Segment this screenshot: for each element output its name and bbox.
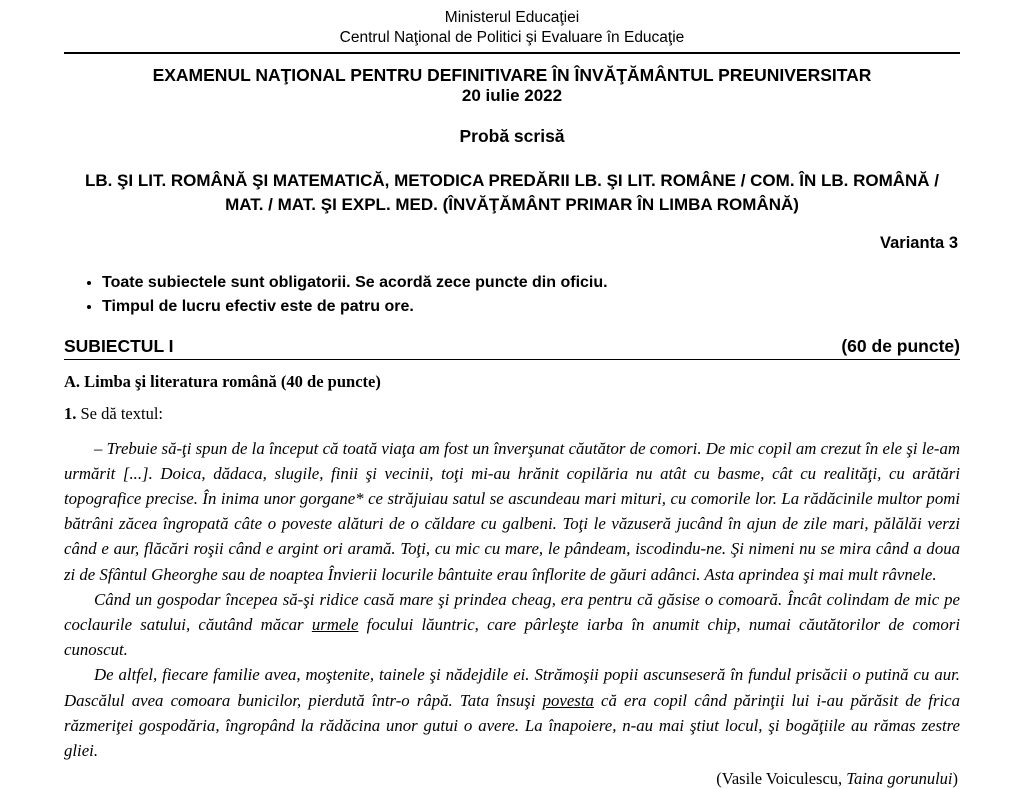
- center-name: Centrul Naţional de Politici şi Evaluare în Educaţie: [339, 28, 685, 46]
- exam-discipline: LB. ŞI LIT. ROMÂNĂ ŞI MATEMATICĂ, METODICA PREDĂRII LB. ŞI LIT. ROMÂNE / COM. ÎN LB. ROMÂNĂ / MAT. / MAT. ŞI EXPL. MED. (ÎNVĂŢĂMÂNT PRIMAR ÎN LIMBA ROMÂNĂ): [84, 171, 940, 214]
- quote-attribution: [64, 769, 958, 789]
- attribution-close: ): [952, 769, 958, 789]
- quote-paragraph-1: [64, 436, 960, 587]
- quote-paragraph-3-part-a: De altfel, fiecare familie avea, moştenite, tainele şi nădejdile ei. Strămoşii popii ascunseseră în fundul prisăcii o putină cu aur. Dascălul avea comoara bunicilor, pierdută într-o râpă. Tata însuşi: [64, 665, 960, 710]
- quote-paragraph-2-part-b: focului lăuntric, care pârleşte iarba în anumit chip, numai căutătorilor de comori cunoscut.: [64, 615, 960, 660]
- item-1-line: [64, 404, 960, 424]
- item-text: Se dă textul:: [80, 403, 163, 423]
- instructions-list: [64, 271, 960, 317]
- quote-paragraph-3-part-b: că era copil când părinţii lui i-au părăsit de frica răzmeriţei gospodăria, îngropând la rădăcina unor gutui o avere. La înapoiere, n-au mai ştiut locul, şi bogăţiile au rămas zestre gliei.: [64, 690, 960, 760]
- subject-heading: [64, 336, 960, 357]
- exam-type: Probă scrisă: [459, 126, 565, 147]
- quote-paragraph-3-underlined: povesta: [542, 690, 594, 710]
- list-item: • Toate subiectele sunt obligatorii. Se acordă zece puncte din oficiu.: [102, 271, 960, 294]
- quote-paragraph-1-text: Trebuie să-ţi spun de la început că toată viaţa am fost un înverşunat căutător de comori. De mic copil am crezut în ele şi le-am urmărit [...]. Doica, dădaca, slugile, finii şi vecinii, toţi mi-au hrănit copilăria nu atât cu basme, cât cu realităţi, cu arătări topografice precise. În inima unor gorgane* ce străjuiau satul se ascundeau mari mituri, cu comorile lor. La rădăcinile multor pomi bătrâni zăcea îngropată câte o poveste alături de o căldare cu galbeni. Toţi le văzuseră jucând în ajun de zile mari, pălălăi verzi când e aur, flăcări roşii când e argint ori aramă. Toţi, cu mic cu mare, le pândeam, iscodindu-ne. Şi nimeni nu se mira când a doua zi de Sfântul Gheorghe sau de noaptea Învierii locurile bântuite erau înflorite de găuri adânci. Asta aprindea şi mai mult râvnele.: [64, 438, 960, 584]
- dialogue-dash: –: [94, 438, 103, 458]
- list-item: • Timpul de lucru efectiv este de patru ore.: [102, 295, 960, 318]
- quote-paragraph-2-underlined: urmele: [311, 615, 359, 634]
- quote-paragraph-2: [64, 587, 960, 663]
- subject-divider: [64, 359, 960, 360]
- subject-points: (60 de puncte): [841, 335, 960, 356]
- ministry-name: Ministerul Educaţiei: [444, 9, 580, 26]
- attribution-work: Taina gorunului: [846, 769, 953, 789]
- quote-paragraph-2-part-a: Când un gospodar începea să-şi ridice casă mare şi prindea cheag, era pentru că găsise o comoară. Încât colindam de mic pe coclaurile satului, căutând măcar: [64, 589, 960, 634]
- item-number: 1.: [64, 403, 77, 423]
- subject-label: SUBIECTUL I: [64, 335, 174, 356]
- quoted-text: [64, 436, 960, 763]
- exam-title: EXAMENUL NAŢIONAL PENTRU DEFINITIVARE ÎN ÎNVĂŢĂMÂNTUL PREUNIVERSITAR: [152, 64, 872, 85]
- section-a-heading: A. Limba şi literatura română (40 de puncte): [64, 371, 381, 391]
- exam-variant: Varianta 3: [880, 234, 958, 253]
- quote-paragraph-3: [64, 662, 960, 763]
- exam-date: 20 iulie 2022: [461, 86, 563, 106]
- header-divider: [64, 52, 960, 54]
- document-header: [64, 8, 960, 48]
- attribution-open: (Vasile Voiculescu,: [716, 769, 847, 789]
